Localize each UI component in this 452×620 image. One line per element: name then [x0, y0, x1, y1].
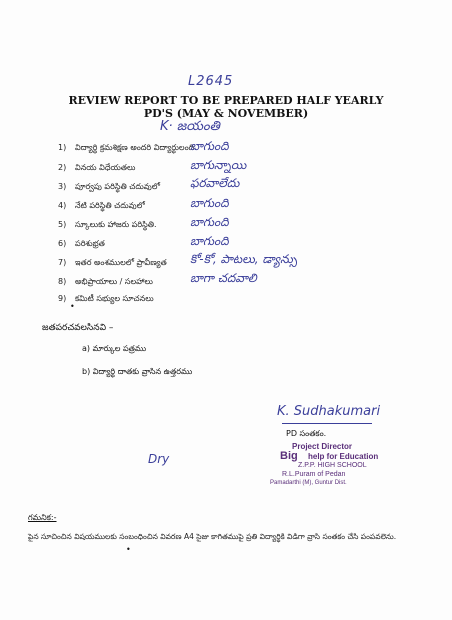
question-text: విద్యార్థి క్రమశిక్షణ అందరి విద్యార్థులంది. [75, 143, 197, 152]
question-number: 9) [58, 294, 67, 303]
question-text: స్కూలుకు హాజరు పరిస్థితి. [75, 220, 157, 229]
question-text: పూర్వపు పరిస్థితి చదువులో [75, 182, 160, 191]
handwritten-answer: బాగా చదవాలి [190, 271, 257, 285]
handwritten-answer: బాగుంది [190, 139, 229, 153]
question-number: 5) [58, 220, 67, 229]
signature-underline [282, 423, 372, 424]
stamp-line: help for Education [308, 452, 379, 461]
question-number: 7) [58, 258, 67, 267]
question-number: 6) [58, 239, 67, 248]
handwritten-answer: బాగుంది [190, 234, 229, 248]
stamp-line: R.L.Puram of Pedan [282, 471, 346, 478]
document-title-line-1: REVIEW REPORT TO BE PREPARED HALF YEARLY [68, 94, 384, 107]
question-text: నేటి పరిస్థితి చదువులో [75, 201, 145, 210]
bullet-mark: • [126, 545, 131, 554]
stamp-line: Z.P.P. HIGH SCHOOL [298, 462, 367, 469]
question-number: 1) [58, 143, 67, 152]
question-number: 4) [58, 201, 67, 210]
enclosure-item: a) మార్కుల పత్రము [82, 344, 147, 353]
question-number: 3) [58, 182, 67, 191]
handwritten-reference-number: L2645 [188, 74, 234, 89]
handwritten-answer: కో-కో, పాటలు, డ్యాన్సు [190, 252, 298, 266]
handwritten-student-name: K· జయంతి [160, 119, 220, 134]
handwritten-answer: బాగుంది [190, 196, 229, 210]
bullet-mark: • [70, 302, 75, 311]
question-text: పరిశుభ్రత [75, 239, 105, 248]
note-text: పైన సూచించిన విషయములకు సంబంధించిన వివరణ A4 సైజు కాగితముపై ప్రతి విద్యార్థికి విడిగా వ్రాసి సంతకం చేసి పంపవలెను. [28, 532, 397, 541]
stamp-logo-text: Big [280, 450, 298, 462]
pd-signature-label: PD సంతకం. [286, 429, 327, 438]
question-text: ఇతర అంశములలో ప్రావీణ్యత [75, 258, 167, 267]
document-title-line-2: PD'S (MAY & NOVEMBER) [143, 107, 309, 120]
stamp-line: Project Director [292, 442, 353, 451]
handwritten-answer: బాగుంది [190, 215, 229, 229]
enclosure-item: b) విద్యార్థి దాతకు వ్రాసిన ఉత్తరము [82, 367, 193, 376]
school-stamp [270, 440, 400, 490]
handwritten-answer: ఫరవాలేదు [190, 176, 240, 190]
handwritten-scribble: Dry [148, 452, 170, 466]
question-number: 8) [58, 277, 67, 286]
question-text: అభిప్రాయాలు / సలహాలు [75, 277, 153, 286]
question-number: 2) [58, 163, 67, 172]
handwritten-answer: బాగున్నాయి [190, 158, 247, 172]
stamp-line: Pamadarthi (M), Guntur Dist. [270, 480, 347, 486]
pd-signature: K. Sudhakumari [277, 404, 381, 419]
question-text: కమిటీ సభ్యుల సూచనలు [75, 294, 154, 303]
question-text: వినయ విధేయతలు [75, 163, 136, 172]
note-heading: గమనిక:- [28, 513, 57, 522]
enclosures-label: జతపరచవలసినవి – [42, 323, 114, 333]
